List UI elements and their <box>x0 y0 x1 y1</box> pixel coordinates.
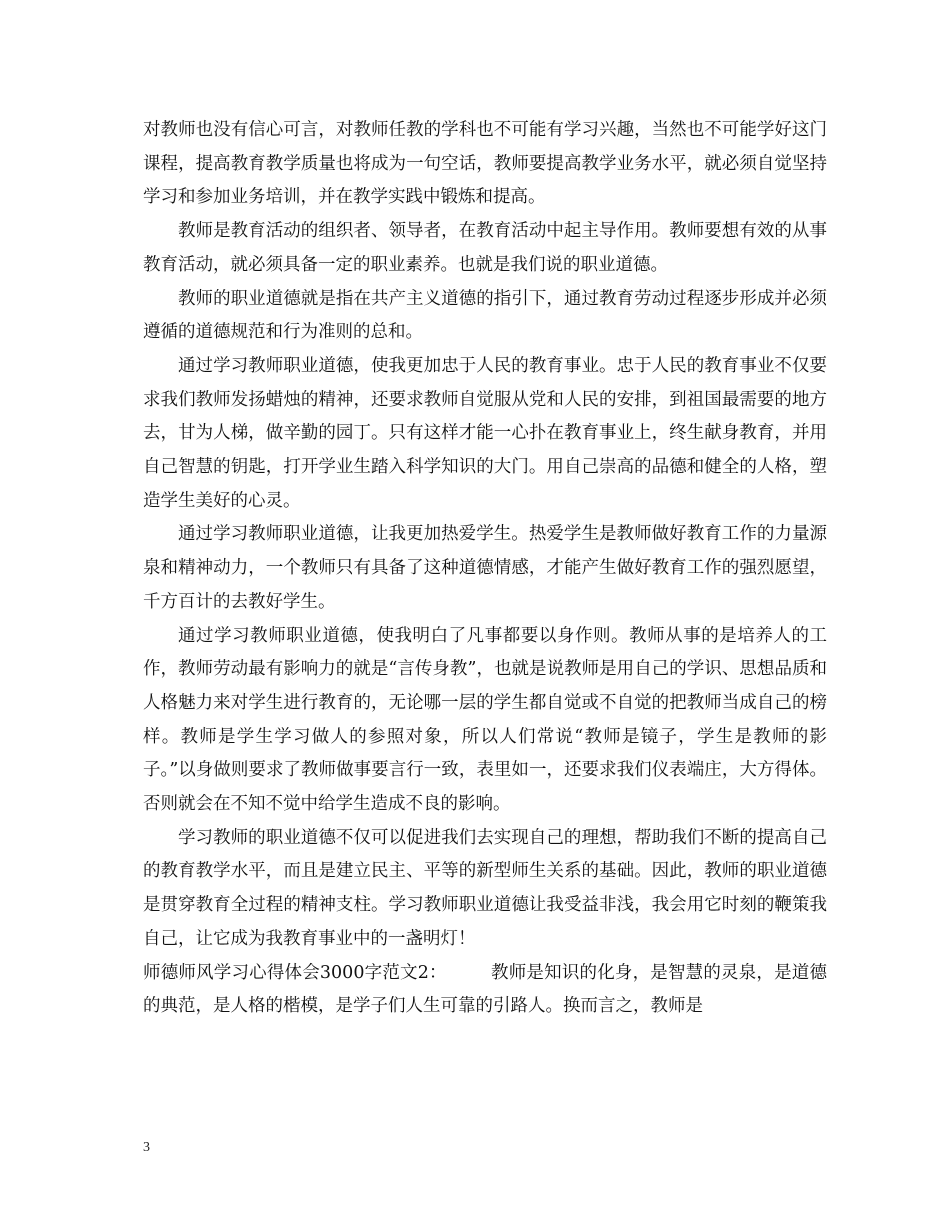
paragraph-3: 教师的职业道德就是指在共产主义道德的指引下，通过教育劳动过程逐步形成并必须遵循的道德规范和行为准则的总和。 <box>143 288 827 343</box>
document-body <box>143 114 827 1024</box>
paragraph-4: 通过学习教师职业道德，使我更加忠于人民的教育事业。忠于人民的教育事业不仅要求我们教师发扬蜡烛的精神，还要求教师自觉服从党和人民的安排，到祖国最需要的地方去，甘为人梯，做辛勤的园丁。只有这样才能一心扑在教育事业上，终生献身教育，并用自己智慧的钥匙，打开学业生踏入科学知识的大门。用自己崇高的品德和健全的人格，塑造学生美好的心灵。 <box>143 355 827 511</box>
paragraph-8: 师德师风学习心得体会3000字范文2： 教师是知识的化身，是智慧的灵泉，是道德的典范，是人格的楷模，是学子们人生可靠的引路人。换而言之，教师是 <box>143 962 827 1017</box>
paragraph-6: 通过学习教师职业道德，使我明白了凡事都要以身作则。教师从事的是培养人的工作，教师劳动最有影响力的就是“言传身教”，也就是说教师是用自己的学识、思想品质和人格魅力来对学生进行教育的，无论哪一层的学生都自觉或不自觉的把教师当成自己的榜样。教师是学生学习做人的参照对象，所以人们常说“教师是镜子，学生是教师的影子。”以身做则要求了教师做事要言行一致，表里如一，还要求我们仪表端庄，大方得体。否则就会在不知不觉中给学生造成不良的影响。 <box>143 625 827 815</box>
paragraph-1: 对教师也没有信心可言，对教师任教的学科也不可能有学习兴趣，当然也不可能学好这门课程，提高教育教学质量也将成为一句空话，教师要提高教学业务水平，就必须自觉坚持学习和参加业务培训，并在教学实践中锻炼和提高。 <box>143 120 827 208</box>
paragraph-7: 学习教师的职业道德不仅可以促进我们去实现自己的理想，帮助我们不断的提高自己的教育教学水平，而且是建立民主、平等的新型师生关系的基础。因此，教师的职业道德是贯穿教育全过程的精神支柱。学习教师职业道德让我受益非浅，我会用它时刻的鞭策我自己，让它成为我教育事业中的一盏明灯！ <box>143 827 827 949</box>
paragraph-2: 教师是教育活动的组织者、领导者，在教育活动中起主导作用。教师要想有效的从事教育活动，就必须具备一定的职业素养。也就是我们说的职业道德。 <box>143 221 827 275</box>
page-number: 3 <box>143 1140 150 1155</box>
paragraph-5: 通过学习教师职业道德，让我更加热爱学生。热爱学生是教师做好教育工作的力量源泉和精神动力，一个教师只有具备了这种道德情感，才能产生做好教育工作的强烈愿望，千方百计的去教好学生。 <box>143 524 827 612</box>
